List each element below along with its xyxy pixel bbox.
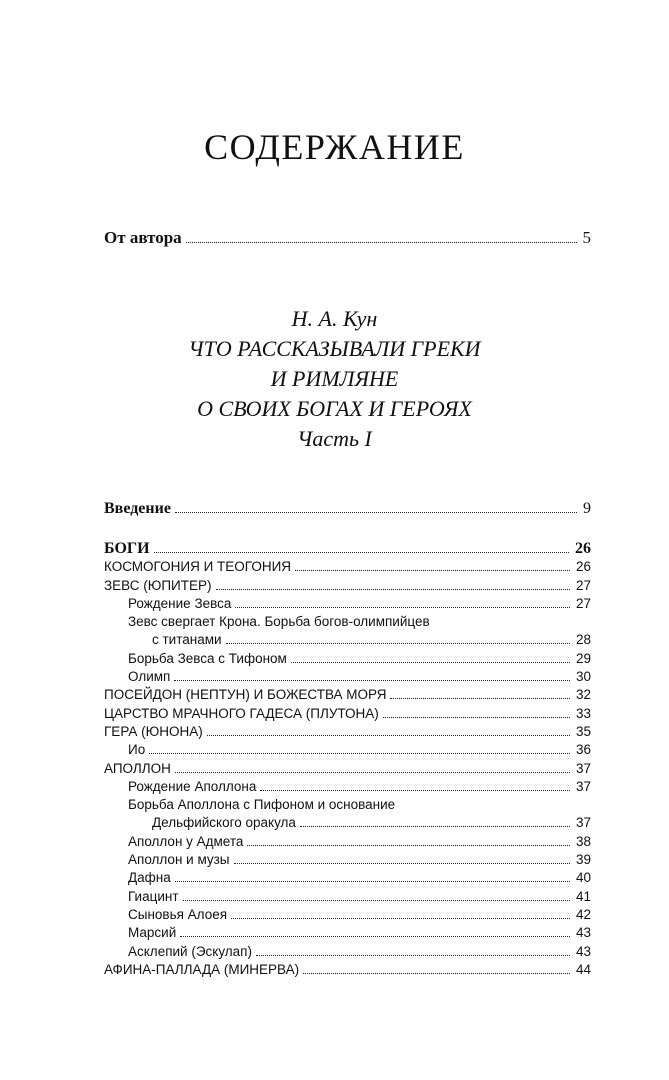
toc-entry-page: 28 bbox=[575, 632, 591, 648]
toc-entry-label: ЗЕВС (ЮПИТЕР) bbox=[104, 577, 212, 593]
toc-entry-author bbox=[104, 228, 591, 248]
toc-entry-page: 37 bbox=[575, 778, 591, 794]
toc-entry-page: 43 bbox=[575, 925, 591, 941]
toc-entry-page: 40 bbox=[575, 870, 591, 886]
toc-entry-page: 39 bbox=[575, 852, 591, 868]
toc-entry-page: 5 bbox=[582, 228, 591, 247]
dot-leader bbox=[175, 771, 570, 773]
toc-entry-label: Аполлон и музы bbox=[128, 852, 230, 868]
dot-leader bbox=[207, 734, 570, 736]
toc-entry-continuation bbox=[104, 631, 591, 649]
dot-leader bbox=[175, 511, 577, 513]
toc-entry-label: АФИНА-ПАЛЛАДА (МИНЕРВА) bbox=[104, 961, 300, 977]
dot-leader bbox=[256, 954, 570, 956]
toc-subentry bbox=[104, 668, 591, 686]
toc-entry-page: 35 bbox=[575, 723, 591, 739]
toc-entry-label: Ио bbox=[128, 742, 146, 758]
toc-entry-page: 26 bbox=[575, 559, 591, 575]
toc-entry-page: 37 bbox=[575, 815, 591, 831]
dot-leader bbox=[234, 862, 570, 864]
dot-leader bbox=[175, 880, 570, 882]
book-heading bbox=[0, 304, 669, 454]
dot-leader bbox=[247, 844, 570, 846]
dot-leader bbox=[291, 661, 570, 663]
toc-subentry bbox=[104, 924, 591, 942]
toc-list bbox=[104, 540, 591, 979]
toc-entry bbox=[104, 705, 591, 723]
toc-entry-label-line-2: с титанами bbox=[152, 632, 222, 648]
toc-entry-label: ПОСЕЙДОН (НЕПТУН) И БОЖЕСТВА МОРЯ bbox=[104, 687, 387, 703]
toc-entry-label: От автора bbox=[104, 228, 182, 247]
dot-leader bbox=[390, 697, 569, 699]
dot-leader bbox=[154, 551, 569, 553]
toc-entry-label: Борьба Зевса с Тифоном bbox=[128, 650, 287, 666]
toc-subentry bbox=[104, 943, 591, 961]
toc-entry-page: 36 bbox=[575, 742, 591, 758]
toc-entry-label: Рождение Аполлона bbox=[128, 778, 257, 794]
toc-entry-label: Дафна bbox=[128, 870, 171, 886]
toc-entry-label: АПОЛЛОН bbox=[104, 760, 171, 776]
toc-entry-label-line-1: Борьба Аполлона с Пифоном и основание bbox=[128, 797, 396, 813]
dot-leader bbox=[183, 899, 570, 901]
toc-entry-page: 43 bbox=[575, 943, 591, 959]
book-title-line-3: О СВОИХ БОГАХ И ГЕРОЯХ bbox=[197, 396, 472, 421]
toc-entry-continuation bbox=[104, 814, 591, 832]
toc-entry-page: 44 bbox=[575, 961, 591, 977]
toc-entry-label: КОСМОГОНИЯ И ТЕОГОНИЯ bbox=[104, 559, 292, 575]
dot-leader bbox=[180, 935, 570, 937]
toc-entry-label: Рождение Зевса bbox=[128, 595, 232, 611]
toc-entry-label: Гиацинт bbox=[128, 888, 179, 904]
toc-entry-page: 41 bbox=[575, 888, 591, 904]
dot-leader bbox=[295, 569, 570, 571]
toc-subentry bbox=[104, 869, 591, 887]
toc-entry-page: 32 bbox=[575, 687, 591, 703]
toc-entry bbox=[104, 540, 591, 558]
toc-entry-label: Сыновья Алоея bbox=[128, 906, 228, 922]
toc-entry-label: Олимп bbox=[128, 669, 171, 685]
toc-subentry bbox=[104, 613, 591, 650]
dot-leader bbox=[260, 789, 570, 791]
toc-entry-label-line-2: Дельфийского оракула bbox=[152, 815, 296, 831]
toc-entry bbox=[104, 961, 591, 979]
book-title-line-1: ЧТО РАССКАЗЫВАЛИ ГРЕКИ bbox=[188, 336, 481, 361]
toc-entry-label: ГЕРА (ЮНОНА) bbox=[104, 723, 203, 739]
toc-entry-label: Марсий bbox=[128, 925, 177, 941]
dot-leader bbox=[383, 716, 570, 718]
toc-entry bbox=[104, 558, 591, 576]
toc-entry-label: Введение bbox=[104, 500, 171, 517]
toc-subentry bbox=[104, 796, 591, 833]
toc-entry-page: 42 bbox=[575, 906, 591, 922]
dot-leader bbox=[300, 825, 570, 827]
toc-entry-page: 33 bbox=[575, 705, 591, 721]
toc-entry-label-line-1: Зевс свергает Крона. Борьба богов-олимпийцев bbox=[128, 614, 430, 630]
toc-subentry bbox=[104, 906, 591, 924]
toc-entry-label: Асклепий (Эскулап) bbox=[128, 943, 252, 959]
toc-entry-page: 38 bbox=[575, 833, 591, 849]
toc-entry bbox=[104, 577, 591, 595]
dot-leader bbox=[235, 606, 570, 608]
toc-entry-page: 26 bbox=[575, 540, 591, 557]
toc-subentry bbox=[104, 741, 591, 759]
book-title-line-2: И РИМЛЯНЕ bbox=[270, 366, 399, 391]
dot-leader bbox=[186, 241, 577, 243]
toc-entry bbox=[104, 760, 591, 778]
toc-entry-page: 27 bbox=[575, 595, 591, 611]
toc-entry-page: 30 bbox=[575, 669, 591, 685]
book-author: Н. А. Кун bbox=[291, 306, 378, 331]
dot-leader bbox=[231, 917, 570, 919]
toc-entry bbox=[104, 686, 591, 704]
dot-leader bbox=[149, 752, 570, 754]
toc-entry-label: БОГИ bbox=[104, 540, 150, 557]
toc-subentry bbox=[104, 595, 591, 613]
toc-subentry bbox=[104, 650, 591, 668]
toc-entry-label: Аполлон у Адмета bbox=[128, 833, 244, 849]
toc-entry-page: 9 bbox=[583, 500, 591, 517]
toc-subentry bbox=[104, 888, 591, 906]
page-title: СОДЕРЖАНИЕ bbox=[204, 127, 465, 167]
toc-subentry bbox=[104, 851, 591, 869]
dot-leader bbox=[303, 972, 570, 974]
toc-entry-page: 37 bbox=[575, 760, 591, 776]
toc-entry-label: ЦАРСТВО МРАЧНОГО ГАДЕСА (ПЛУТОНА) bbox=[104, 705, 379, 721]
dot-leader bbox=[174, 679, 570, 681]
dot-leader bbox=[216, 588, 570, 590]
toc-subentry bbox=[104, 778, 591, 796]
toc-entry-page: 27 bbox=[575, 577, 591, 593]
toc-subentry bbox=[104, 833, 591, 851]
book-part: Часть I bbox=[297, 426, 372, 451]
toc-entry-introduction bbox=[104, 500, 591, 518]
toc-entry-page: 29 bbox=[575, 650, 591, 666]
toc-entry bbox=[104, 723, 591, 741]
dot-leader bbox=[226, 642, 570, 644]
